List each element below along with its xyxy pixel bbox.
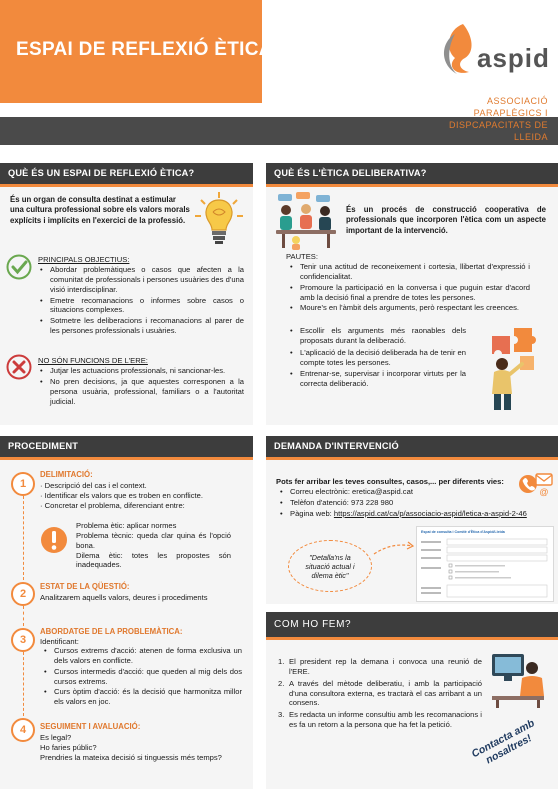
request-intro: Pots fer arribar les teves consultes, casos,... per diferents vies: (276, 477, 504, 486)
request-heading: DEMANDA D'INTERVENCIÓ (266, 436, 558, 460)
list-item: • Jutjar les actuacions professionals, ni sancionar-les. (40, 366, 244, 376)
svg-text:@: @ (539, 487, 549, 497)
step-items (40, 481, 250, 511)
page-title: ESPAI DE REFLEXIÓ ÈTICA (16, 39, 273, 60)
objectives-title: PRINCIPALS OBJECTIUS: (38, 255, 130, 264)
organization-name: ASSOCIACIÓ PARAPLÈGICS I DISPCAPACITATS DE LLEIDA (448, 96, 548, 143)
list-item: • Sotmetre les deliberacions i recomanacions al parer de les persones professionals i usuàries. (40, 316, 244, 336)
list-item: Es legal? (40, 733, 72, 742)
step-title: DELIMITACIÓ: (40, 470, 93, 479)
request-form-thumbnail (416, 526, 554, 602)
guidelines-list-a (290, 262, 530, 314)
guidelines-title: PAUTES: (286, 252, 318, 261)
computer-user-icon (488, 648, 546, 708)
how-steps (278, 657, 482, 732)
step-title: ABORDATGE DE LA PROBLEMÀTICA: (40, 627, 183, 636)
list-item: Ho faries públic? (40, 742, 97, 752)
list-item: Dilema ètic: totes les propostes són inadequades. (76, 550, 231, 570)
list-item: • Promoure la participació en la conversa i que puguin estar d'acord amb la decisió final a prendre de totes les persones. (290, 283, 530, 303)
step-lead: Identificant: (40, 637, 79, 646)
list-item: • Entrenar-se, supervisar i incorporar virtuts per la correcta deliberació. (290, 369, 466, 389)
web-contact: • Pàgina web: https://aspid.cat/ca/p/associacio-aspid/letica-a-aspid-2-46 (280, 509, 552, 519)
email-contact: • Correu electrònic: eretica@aspid.cat (280, 487, 552, 497)
list-item: · Identificar els valors que es troben en conflicte. (40, 490, 203, 500)
step-number: 1 (11, 472, 35, 496)
list-item: • No pren decisions, ja que aquestes corresponen a la persona usuària, professional, familiars o a l'autoritat judicial. (40, 377, 244, 407)
list-item: • Tenir una actitud de reconeixement i cortesia, llibertat d'expressió i confidencialitat. (290, 262, 530, 282)
aspid-logo (433, 20, 550, 78)
warning-icon (40, 526, 68, 554)
what-is-heading: QUÈ ÉS UN ESPAI DE REFLEXIÓ ÈTICA? (0, 163, 253, 187)
contact-list (280, 487, 552, 520)
list-item: Problema tècnic: queda clar quina és l'opció bona. (76, 530, 231, 550)
list-item: • Curs òptim d'acció: és la decisió que harmonitza millor els valors en joc. (44, 687, 242, 707)
list-item: • Escollir els arguments més raonables dels proposats durant la deliberació. (290, 326, 466, 346)
step-text: Analitzarem aquells valors, deures i procediments (40, 593, 208, 602)
list-item: • L'aplicació de la decisió deliberada ha de tenir en compte totes les persones. (290, 348, 466, 368)
list-item: Problema ètic: aplicar normes (76, 521, 177, 530)
list-item: 1. El president rep la demana i convoca una reunió de l'ERE. (278, 657, 482, 676)
arrow-icon (372, 540, 416, 556)
cross-icon (6, 354, 32, 380)
detail-bubble: "Detalla'ns la situació actual i dilema ètic" (288, 540, 372, 592)
step-title: SEGUIMENT I AVALUACIÓ: (40, 722, 141, 731)
how-heading: COM HO FEM? (266, 612, 558, 640)
ethics-intro: És un procés de construcció cooperativa de professionals que incorporen l'ètica com un aspecte important de la intervenció. (346, 205, 546, 235)
not-functions-list (40, 366, 244, 407)
not-functions-title: NO SÓN FUNCIONS DE L'ERE: (38, 356, 148, 365)
person-puzzle-icon (474, 324, 550, 414)
step-connector (23, 496, 24, 580)
objectives-list (40, 265, 244, 337)
procedure-heading: PROCEDIMENT (0, 436, 253, 460)
phone-contact: • Telèfon d'atenció: 973 228 980 (280, 498, 552, 508)
lightbulb-icon (193, 190, 245, 246)
step-number: 2 (11, 582, 35, 606)
list-item: • Abordar problemàtiques o casos que afecten a la comunitat de professionals i persones usuàries des d'una visió interdisciplinar. (40, 265, 244, 295)
form-title: Espai de consulta i Comitè d'Ètica d'Aspid/Lleida (421, 530, 505, 534)
list-item: 2. A través del mètode deliberatiu, i amb la participació d'una consultora externa, es tractarà el cas arribant a un consens. (278, 678, 482, 708)
list-item: • Cursos extrems d'acció: atenen de forma exclusiva un dels valors en conflicte. (44, 646, 242, 666)
list-item: · Descripció del cas i el context. (40, 481, 147, 490)
web-link[interactable]: https://aspid.cat/ca/p/associacio-aspid/letica-a-aspid-2-46 (333, 508, 527, 518)
contact-cta[interactable]: Contacta amb nosaltres! (469, 717, 537, 767)
step-items (44, 646, 242, 708)
list-item: 3. Es redacta un informe consultiu amb les recomanacions i es fa un retorn a la persona que ha fet la petició. (278, 710, 482, 730)
what-is-intro: És un organ de consulta destinat a estimular una cultura professional sobre els valors morals explícits i implícits en l'exercici de la professió. (10, 195, 190, 225)
ethics-heading: QUÈ ÉS L'ÈTICA DELIBERATIVA? (266, 163, 558, 187)
check-icon (6, 254, 32, 280)
list-item: · Concretar el problema, diferenciant entre: (40, 500, 185, 510)
step-lines (40, 733, 250, 763)
step-title: ESTAT DE LA QÜESTIÓ: (40, 582, 130, 591)
list-item: Prendries la mateixa decisió si tinguessis més temps? (40, 752, 222, 762)
list-item: • Moure's en l'àmbit dels arguments, però respectant les creences. (290, 303, 530, 313)
team-meeting-icon (272, 192, 340, 250)
guidelines-list-b (290, 326, 466, 390)
logo-text: aspid (477, 43, 550, 73)
step-connector (23, 652, 24, 716)
step-connector (23, 606, 24, 626)
step-number: 4 (11, 718, 35, 742)
step-number: 3 (11, 628, 35, 652)
list-item: • Emetre recomanacions o informes sobre casos o situacions complexes. (40, 296, 244, 316)
problem-types (76, 521, 231, 570)
list-item: • Cursos intermedis d'acció: que queden al mig dels dos cursos extrems. (44, 667, 242, 687)
